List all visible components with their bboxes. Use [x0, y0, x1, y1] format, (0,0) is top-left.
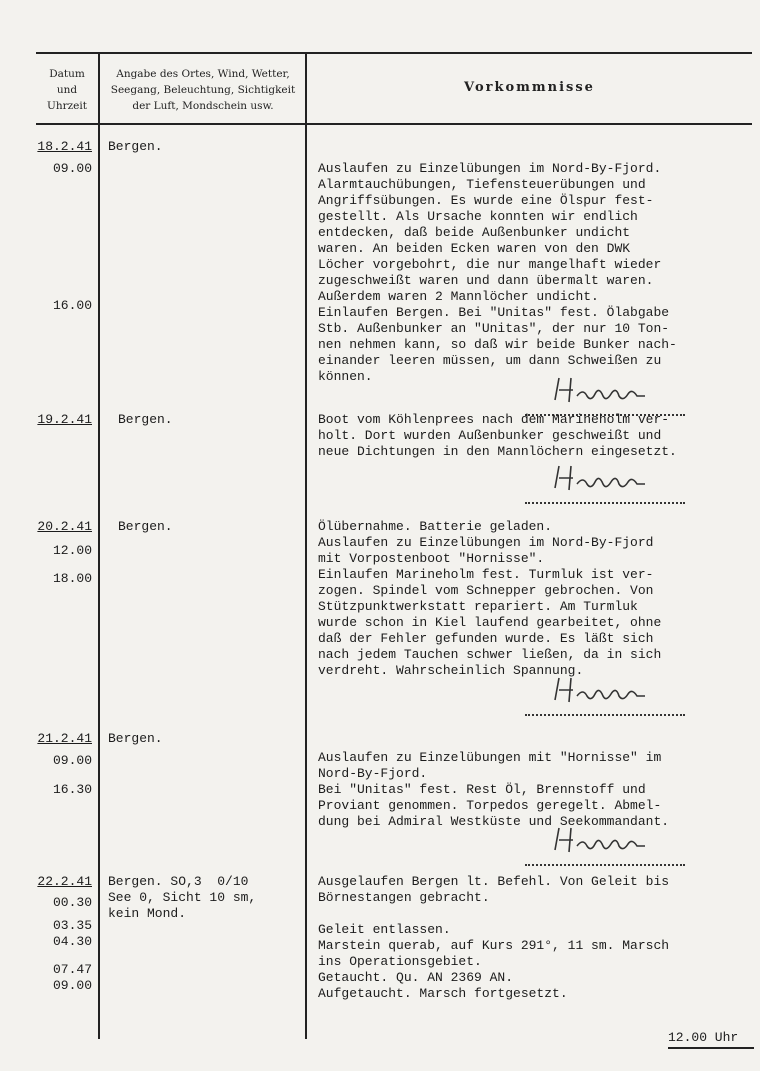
- entry-date: 20.2.41: [37, 519, 92, 534]
- entry-time: 16.00: [52, 298, 92, 313]
- entry-text: Auslaufen zu Einzelübungen im Nord-By-Fjord. Alarmtauchübungen, Tiefensteuerübungen und Angriffsübungen. Es wurde eine Ölspur fest- gestellt. Als Ursache konnten wir endlich entdecken, daß beide Außenbunker undicht waren. An beiden Ecken waren von den DWK Löcher vorgebohrt, die nur mangelhaft wieder zugeschweißt waren und dann übermalt waren. Außerdem waren 2 Mannlöcher undicht. Einlaufen Bergen. Bei "Unitas" fest. Ölabgabe Stb. Außenbunker an "Unitas", der nur 10 Ton- nen nehmen kann, so daß wir beide Bunker nach- einander leeren müssen, um dann Schweißen zu können.: [318, 161, 677, 384]
- header-date-line: Uhrzeit: [47, 100, 87, 112]
- footer-time: 12.00 Uhr: [668, 1030, 739, 1045]
- entry-place: Bergen.: [118, 519, 173, 534]
- header-date: [36, 66, 98, 114]
- entry-time: 09.00: [52, 978, 92, 993]
- col-divider-1: [98, 54, 100, 1039]
- header-place: [101, 66, 305, 114]
- header-events: Vorkommnisse: [464, 80, 595, 95]
- entry-time: 09.00: [52, 161, 92, 176]
- entry-date: 19.2.41: [37, 412, 92, 427]
- entry-time: 04.30: [52, 934, 92, 949]
- header-rule: [36, 123, 752, 125]
- header-date-line: und: [56, 84, 78, 96]
- entry-time: 07.47: [52, 962, 92, 977]
- entry-time: 18.00: [52, 571, 92, 586]
- signature: [525, 458, 685, 504]
- header-place-line: der Luft, Mondschein usw.: [132, 100, 274, 112]
- entry-place: Bergen.: [108, 731, 163, 746]
- entry-text: Ausgelaufen Bergen lt. Befehl. Von Geleit bis Börnestangen gebracht. Geleit entlassen. Marstein querab, auf Kurs 291°, 11 sm. Marsch ins Operationsgebiet. Getaucht. Qu. AN 2369 AN. Aufgetaucht. Marsch fortgesetzt.: [318, 874, 670, 1001]
- entry-text: Boot vom Köhlenprees nach dem Marineholm ver- holt. Dort wurden Außenbunker geschweißt und neue Dichtungen in den Mannlöchern eingesetzt.: [318, 412, 677, 459]
- entry-place: Bergen.: [118, 412, 173, 427]
- entry-time: 16.30: [52, 782, 92, 797]
- entry-place: Bergen. SO,3 0/10 See 0, Sicht 10 sm, kein Mond.: [108, 874, 257, 921]
- top-rule: [36, 52, 752, 54]
- footer-underline: [668, 1047, 754, 1049]
- entry-text: Auslaufen zu Einzelübungen mit "Hornisse" im Nord-By-Fjord. Bei "Unitas" fest. Rest Öl, Brennstoff und Proviant genommen. Torpedos geregelt. Abmel- dung bei Admiral Westküste und Seekommandant.: [318, 750, 670, 829]
- header-place-line: Angabe des Ortes, Wind, Wetter,: [116, 68, 290, 80]
- entry-time: 00.30: [52, 895, 92, 910]
- entry-date: 22.2.41: [37, 874, 92, 889]
- signature: [525, 670, 685, 716]
- header-date-line: Datum: [49, 68, 85, 80]
- signature: [525, 370, 685, 416]
- entry-time: 12.00: [52, 543, 92, 558]
- entry-date: 18.2.41: [37, 139, 92, 154]
- entry-time: 03.35: [52, 918, 92, 933]
- entry-text: Ölübernahme. Batterie geladen. Auslaufen zu Einzelübungen im Nord-By-Fjord mit Vorpostenboot "Hornisse". Einlaufen Marineholm fest. Turmluk ist ver- zogen. Spindel vom Schnepper gebrochen. Von Stützpunktwerkstatt repariert. Am Turmluk wurde schon in Kiel laufend gearbeitet, ohne daß der Fehler gefunden wurde. Es läßt sich nach jedem Tauchen schwer ließen, da in sich verdreht. Wahrscheinlich Spannung.: [318, 519, 662, 678]
- header-place-line: Seegang, Beleuchtung, Sichtigkeit: [110, 84, 296, 96]
- col-divider-2: [305, 54, 307, 1039]
- signature: [525, 820, 685, 866]
- entry-time: 09.00: [52, 753, 92, 768]
- entry-place: Bergen.: [108, 139, 163, 154]
- entry-date: 21.2.41: [37, 731, 92, 746]
